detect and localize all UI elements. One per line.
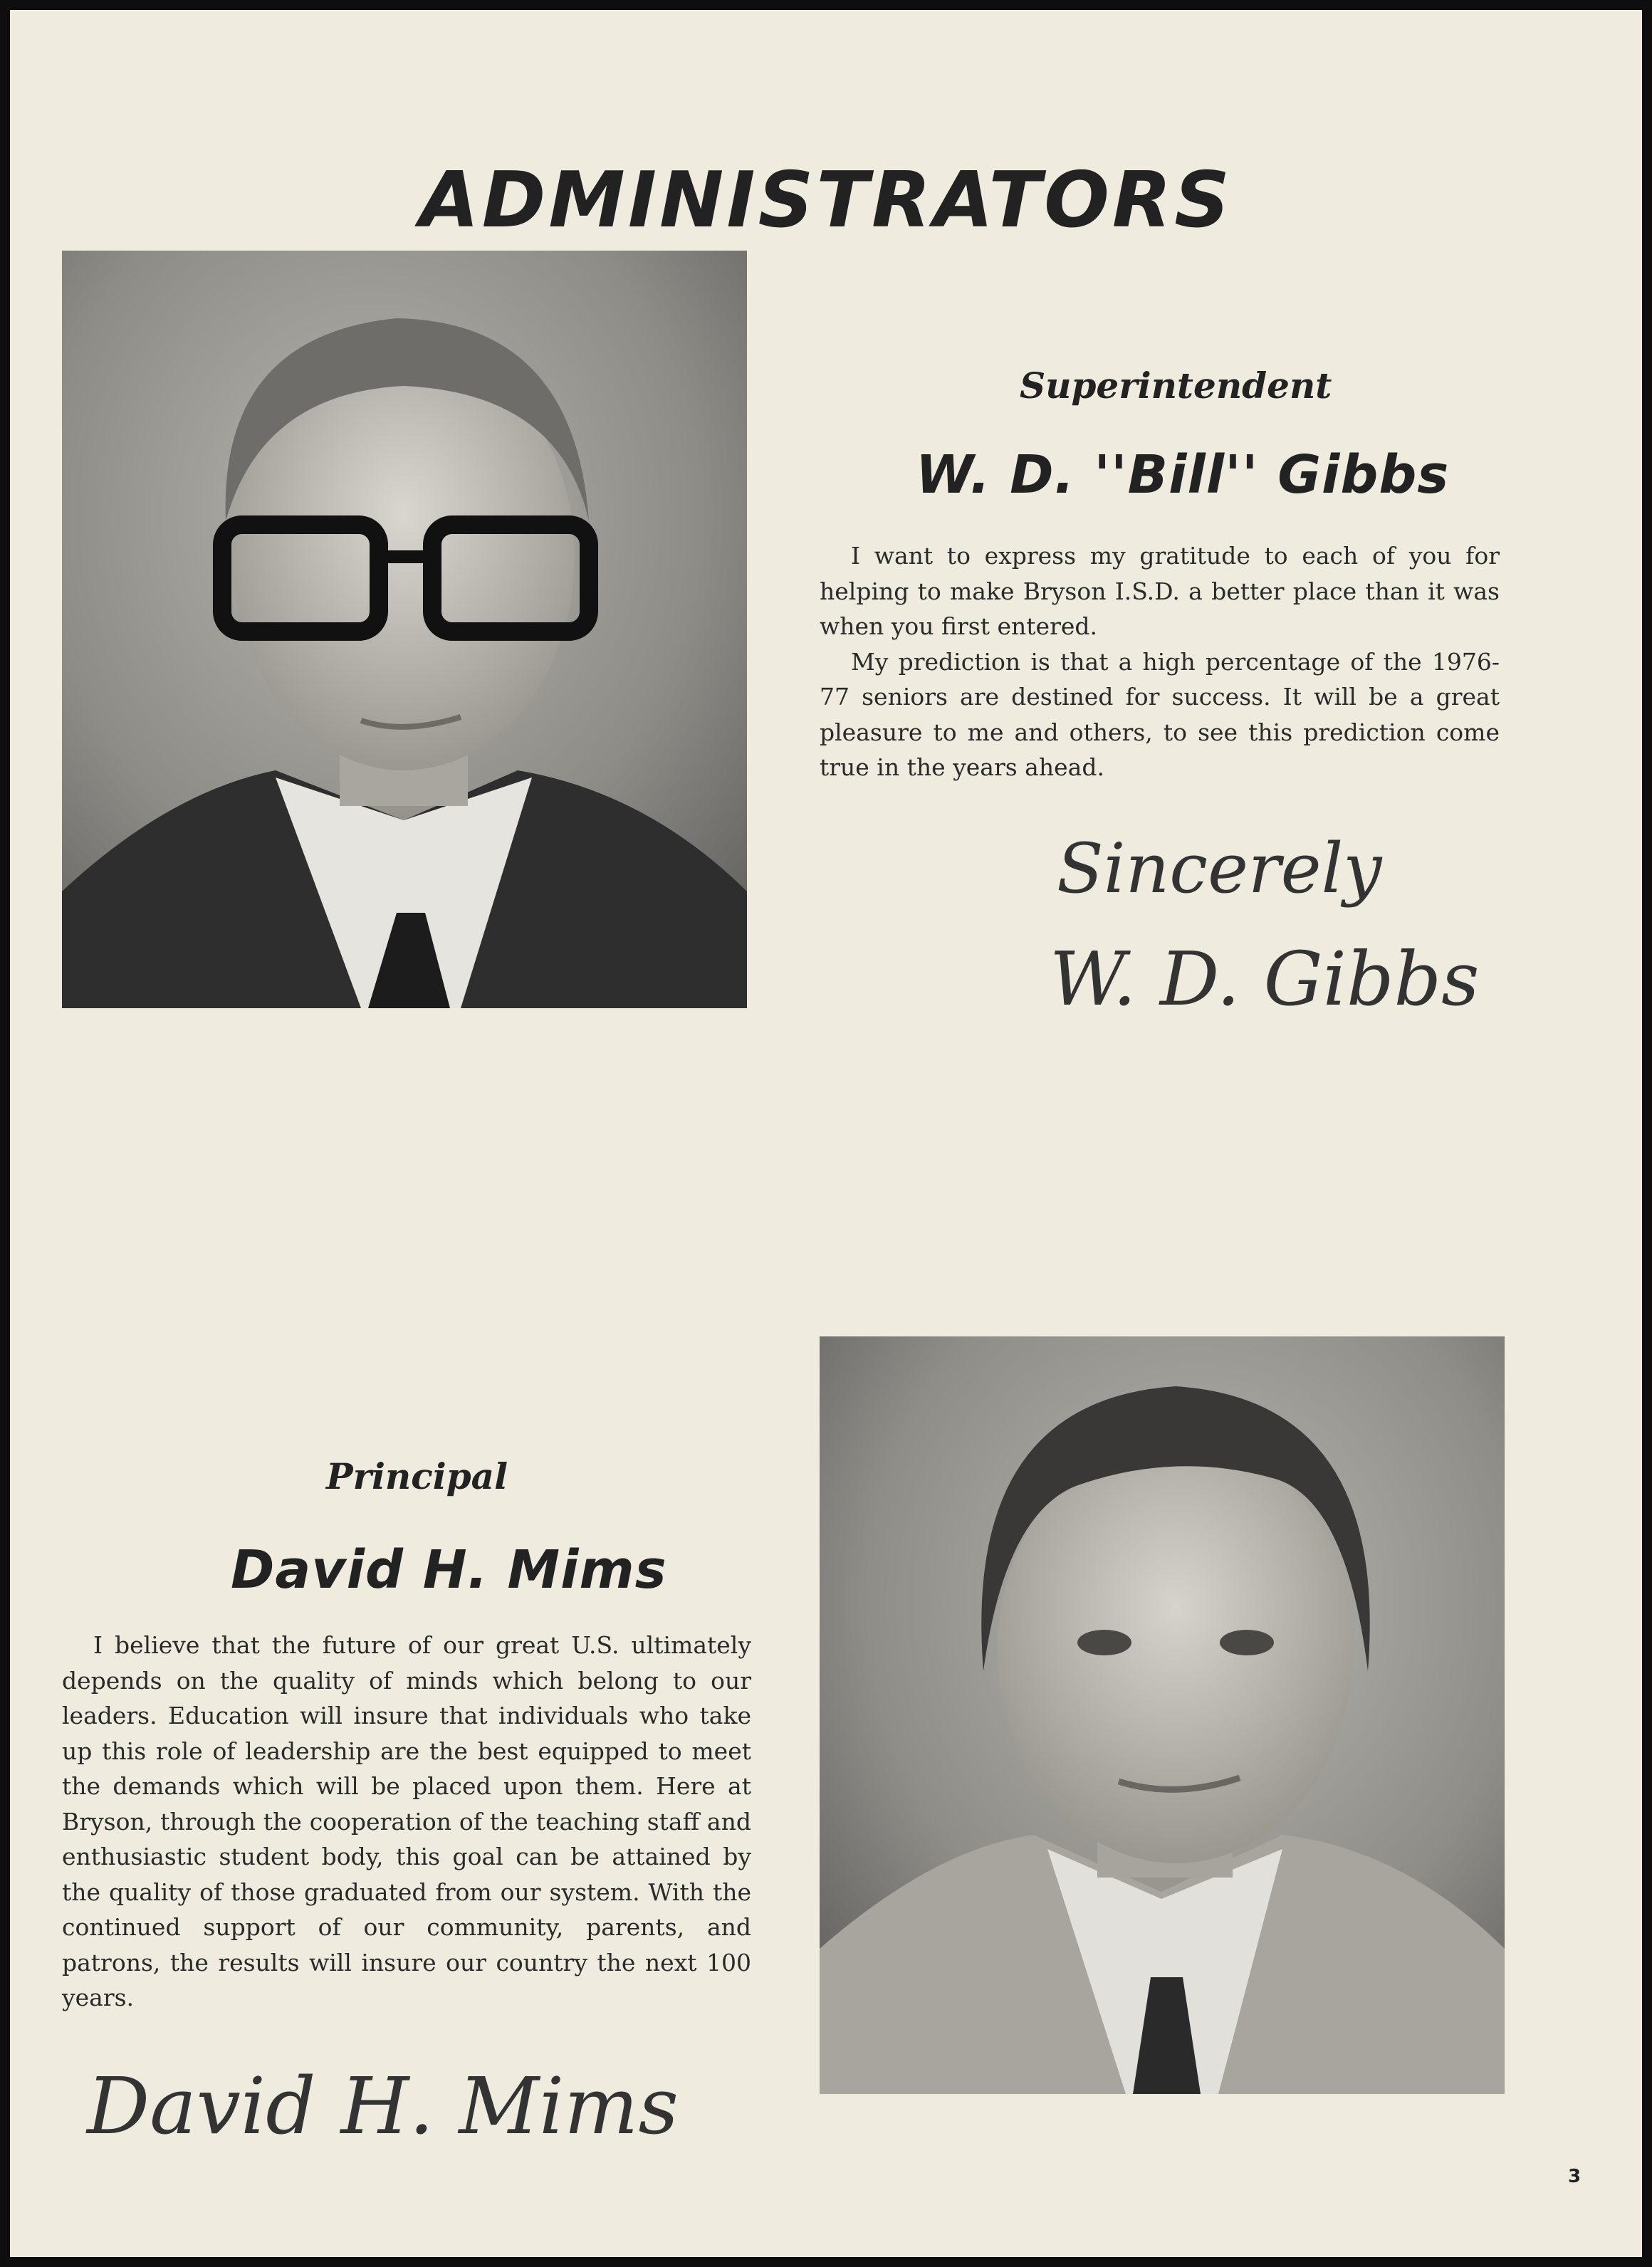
superintendent-message bbox=[820, 538, 1500, 785]
principal-message bbox=[62, 1628, 751, 2016]
principal-role-label: Principal bbox=[326, 1455, 508, 1497]
superintendent-message-paragraph: My prediction is that a high percentage of the 1976-77 seniors are destined for success. It will be a great pleasure to me and others, to see this prediction come true in the years ahead. bbox=[820, 647, 1500, 781]
yearbook-page bbox=[10, 10, 1642, 2257]
page-number: 3 bbox=[1568, 2166, 1582, 2187]
page-title: ADMINISTRATORS bbox=[419, 156, 1233, 245]
principal-name: David H. Mims bbox=[231, 1539, 667, 1601]
superintendent-portrait bbox=[62, 251, 747, 1008]
principal-message-paragraph: I believe that the future of our great U.S. ultimately depends on the quality of minds which belong to our leaders. Education will insure that individuals who take up this role of leadership are the best equipped to meet the demands which will be placed upon them. Here at Bryson, through the cooperation of the teaching staff and enthusiastic student body, this goal can be attained by the quality of those graduated from our system. With the continued support of our community, parents, and patrons, the results will insure our country the next 100 years. bbox=[62, 1631, 751, 2011]
superintendent-closing: Sincerely bbox=[1057, 829, 1382, 909]
superintendent-signature: W. D. Gibbs bbox=[1050, 936, 1480, 1022]
superintendent-message-paragraph: I want to express my gratitude to each of you for helping to make Bryson I.S.D. a better place than it was when you first entered. bbox=[820, 542, 1500, 640]
principal-portrait bbox=[820, 1336, 1505, 2094]
superintendent-name: W. D. ''Bill'' Gibbs bbox=[916, 444, 1450, 506]
principal-signature: David H. Mims bbox=[87, 2061, 679, 2152]
superintendent-role-label: Superintendent bbox=[1020, 365, 1332, 407]
